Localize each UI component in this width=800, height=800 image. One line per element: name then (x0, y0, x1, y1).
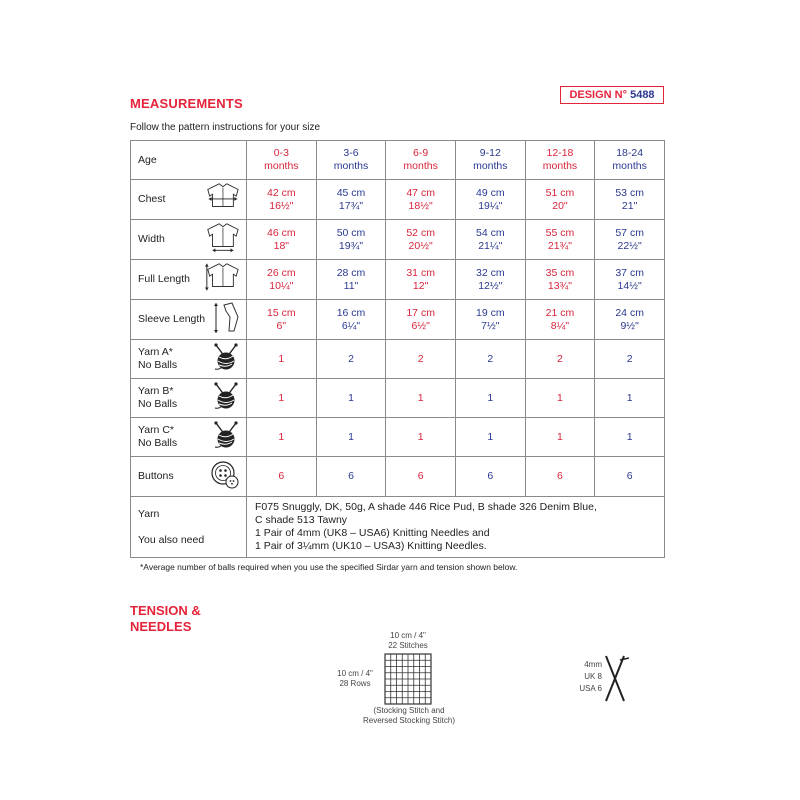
swatch-height: 10 cm / 4" (337, 669, 373, 678)
measurement-inches: 7½" (481, 319, 500, 332)
section-heading-tension (130, 603, 201, 635)
yarn-info-label-cell (131, 497, 247, 558)
measurement-inches: 16½" (269, 199, 294, 212)
swatch-rows: 28 Rows (339, 679, 371, 688)
measurement-cm: 37 cm (615, 266, 644, 279)
buttons-count-cell: 6 (595, 457, 665, 497)
measurement-cm: 19 cm (476, 306, 505, 319)
size-unit: months (333, 160, 369, 172)
measurement-inches: 18½" (408, 199, 433, 212)
stitch-note (345, 706, 473, 726)
measurement-cm: 55 cm (545, 226, 575, 239)
yarn-info-line: 1 Pair of 4mm (UK8 – USA6) Knitting Needles and (255, 527, 490, 539)
yarn-label: Yarn B* (138, 385, 174, 397)
age-label: Age (138, 153, 157, 166)
measurement-cm: 46 cm (267, 226, 296, 239)
measurement-cell (316, 300, 386, 340)
swatch-width-label (378, 631, 438, 651)
measurement-cell (595, 300, 665, 340)
measurements-table (130, 140, 665, 558)
measurement-cell (595, 180, 665, 220)
measurement-cm: 49 cm (476, 186, 505, 199)
size-unit: months (542, 160, 578, 172)
balls-count-cell: 2 (316, 340, 386, 379)
balls-label: No Balls (138, 398, 178, 410)
measurement-cell (455, 300, 525, 340)
measurement-cm: 50 cm (336, 226, 366, 239)
measurement-cm: 45 cm (336, 186, 366, 199)
measurement-cm: 26 cm (267, 266, 296, 279)
balls-count-cell: 2 (525, 340, 595, 379)
measurement-inches: 17¾" (338, 199, 364, 212)
measurement-label: Width (138, 233, 165, 245)
size-range: 18-24 (616, 147, 644, 159)
measurement-cm: 42 cm (267, 186, 296, 199)
yarn-label-cell (131, 418, 247, 457)
stitch-note-line1: (Stocking Stitch and (373, 706, 445, 715)
design-number-badge (560, 86, 664, 104)
swatch-stitches: 22 Stitches (388, 641, 428, 650)
tension-swatch-grid-icon (384, 653, 432, 705)
measurement-inches: 21¼" (478, 239, 503, 252)
needle-size: 4mm (584, 660, 602, 669)
measurement-cm: 17 cm (406, 306, 435, 319)
balls-count-cell: 1 (455, 379, 525, 418)
balls-count-cell: 1 (386, 418, 456, 457)
buttons-count-cell: 6 (316, 457, 386, 497)
measurement-cm: 32 cm (476, 266, 505, 279)
measurement-cm: 54 cm (476, 226, 505, 239)
buttons-row (131, 457, 665, 497)
balls-count-cell: 1 (316, 418, 386, 457)
measurement-label-cell (131, 220, 247, 260)
measurement-inches: 12½" (478, 279, 503, 292)
measurement-cell (455, 260, 525, 300)
size-range: 9-12 (479, 147, 501, 159)
yarn-info-line: F075 Snuggly, DK, 50g, A shade 446 Rice Pud, B shade 326 Denim Blue, (255, 501, 597, 513)
yarn-info-row (131, 497, 665, 558)
measurement-inches: 6" (276, 319, 287, 332)
buttons-label-cell (131, 457, 247, 497)
buttons-count-cell: 6 (386, 457, 456, 497)
measurement-label-cell (131, 180, 247, 220)
size-header-cell (595, 141, 665, 180)
measurement-cell (316, 180, 386, 220)
size-header-cell (386, 141, 456, 180)
size-header-cell (316, 141, 386, 180)
measurement-cell (455, 180, 525, 220)
size-unit: months (612, 160, 647, 172)
buttons-label: Buttons (138, 470, 174, 482)
size-header-cell (455, 141, 525, 180)
measurement-label: Chest (138, 193, 166, 205)
measurement-label-cell (131, 300, 247, 340)
measurement-cell (455, 220, 525, 260)
measurement-label-cell (131, 260, 247, 300)
yarn-ball-icon (212, 421, 240, 453)
measurement-cm: 31 cm (406, 266, 435, 279)
balls-count-cell: 2 (595, 340, 665, 379)
measurement-inches: 21" (621, 199, 638, 212)
design-number: 5488 (630, 89, 655, 101)
measurement-inches: 20" (552, 199, 568, 212)
measurement-cell (247, 260, 317, 300)
measurement-cell (525, 180, 595, 220)
measurement-cell (595, 260, 665, 300)
tension-title-line1: TENSION & (130, 603, 201, 618)
measurement-inches: 6½" (411, 319, 430, 332)
cardigan-chest-icon (204, 182, 240, 218)
size-range: 6-9 (413, 147, 429, 159)
buttons-count-cell: 6 (247, 457, 317, 497)
measurement-cell (525, 220, 595, 260)
measurement-inches: 19¾" (338, 239, 364, 252)
measurement-inches: 11" (343, 279, 359, 292)
yarn-ball-icon (212, 343, 240, 375)
measurement-inches: 19¼" (478, 199, 503, 212)
needle-size-labels (568, 659, 602, 695)
measurement-inches: 12" (412, 279, 429, 292)
design-label: DESIGN N° (569, 89, 628, 101)
sleeve-length-icon (214, 301, 240, 339)
measurement-cell (247, 180, 317, 220)
measurement-cell (525, 260, 595, 300)
buttons-count-cell: 6 (525, 457, 595, 497)
yarn-balls-row (131, 418, 665, 457)
balls-count-cell: 1 (316, 379, 386, 418)
size-range: 0-3 (273, 147, 289, 159)
measurement-cm: 21 cm (545, 306, 575, 319)
measurement-label: Full Length (138, 273, 190, 285)
tension-title-line2: NEEDLES (130, 619, 192, 634)
measurement-cell (247, 220, 317, 260)
age-row (131, 141, 665, 180)
measurement-cm: 28 cm (336, 266, 366, 279)
yarn-balls-row (131, 379, 665, 418)
age-label-cell (131, 141, 247, 180)
balls-count-cell: 2 (386, 340, 456, 379)
size-range: 3-6 (343, 147, 359, 159)
yarn-info-text-cell (247, 497, 665, 558)
measurement-row (131, 180, 665, 220)
balls-count-cell: 1 (525, 379, 595, 418)
yarn-ball-icon (212, 382, 240, 414)
needle-usa: USA 6 (579, 684, 602, 693)
section-heading-measurements: MEASUREMENTS (130, 96, 243, 111)
measurement-cell (316, 260, 386, 300)
yarn-label: Yarn A* (138, 346, 173, 358)
buttons-count-cell: 6 (455, 457, 525, 497)
balls-count-cell: 2 (455, 340, 525, 379)
measurement-row (131, 300, 665, 340)
yarn-label-cell (131, 340, 247, 379)
measurement-inches: 9½" (620, 319, 639, 332)
measurement-row (131, 260, 665, 300)
measurement-inches: 22½" (617, 239, 642, 252)
measurement-inches: 13¾" (547, 279, 573, 292)
measurement-inches: 21¾" (547, 239, 573, 252)
swatch-width: 10 cm / 4" (390, 631, 426, 640)
balls-label: No Balls (138, 359, 178, 371)
measurement-inches: 8¼" (550, 319, 570, 332)
measurement-cell (316, 220, 386, 260)
measurement-cm: 52 cm (406, 226, 435, 239)
size-unit: months (264, 160, 299, 172)
size-header-cell (525, 141, 595, 180)
yarn-info-line: C shade 513 Tawny (255, 514, 348, 526)
measurement-cm: 57 cm (615, 226, 644, 239)
measurement-cell (525, 300, 595, 340)
balls-count-cell: 1 (595, 379, 665, 418)
measurement-row (131, 220, 665, 260)
balls-count-cell: 1 (455, 418, 525, 457)
measurement-inches: 18" (273, 239, 290, 252)
measurement-cell (386, 220, 456, 260)
size-header-cell (247, 141, 317, 180)
needle-uk: UK 8 (584, 672, 602, 681)
button-icon (210, 460, 240, 494)
yarn-label-cell (131, 379, 247, 418)
size-unit: months (473, 160, 508, 172)
balls-count-cell: 1 (247, 418, 317, 457)
swatch-height-label (330, 669, 380, 689)
instructions-text: Follow the pattern instructions for your size (130, 122, 321, 133)
measurement-cell (595, 220, 665, 260)
measurement-inches: 20½" (408, 239, 433, 252)
measurement-inches: 6¼" (341, 319, 361, 332)
yarn-balls-row (131, 340, 665, 379)
measurement-cm: 24 cm (615, 306, 644, 319)
measurement-cell (386, 260, 456, 300)
balls-count-cell: 1 (525, 418, 595, 457)
balls-count-cell: 1 (386, 379, 456, 418)
yarn-info-label: Yarn (138, 508, 160, 520)
footnote: *Average number of balls required when you use the specified Sirdar yarn and tension shown below. (140, 562, 518, 572)
cardigan-width-icon (204, 222, 240, 258)
cardigan-length-icon (204, 262, 240, 298)
size-range: 12-18 (546, 147, 574, 159)
stitch-note-line2: Reversed Stocking Stitch) (362, 716, 456, 725)
measurement-cm: 47 cm (406, 186, 435, 199)
balls-count-cell: 1 (595, 418, 665, 457)
measurement-cm: 15 cm (267, 306, 296, 319)
balls-label: No Balls (138, 437, 178, 449)
yarn-info-line: 1 Pair of 3¼mm (UK10 – USA3) Knitting Needles. (255, 540, 487, 552)
knitting-needles-icon (602, 653, 630, 703)
balls-count-cell: 1 (247, 340, 317, 379)
measurement-cm: 51 cm (545, 186, 575, 199)
measurement-cm: 16 cm (336, 306, 366, 319)
measurement-inches: 14½" (617, 279, 642, 292)
you-also-need-label: You also need (138, 534, 205, 546)
measurement-inches: 10¼" (269, 279, 294, 292)
measurement-cm: 35 cm (545, 266, 575, 279)
measurement-cell (386, 180, 456, 220)
measurement-cm: 53 cm (615, 186, 644, 199)
measurement-label: Sleeve Length (138, 313, 206, 325)
size-unit: months (403, 160, 438, 172)
measurement-cell (247, 300, 317, 340)
measurement-cell (386, 300, 456, 340)
yarn-label: Yarn C* (138, 424, 174, 436)
balls-count-cell: 1 (247, 379, 317, 418)
